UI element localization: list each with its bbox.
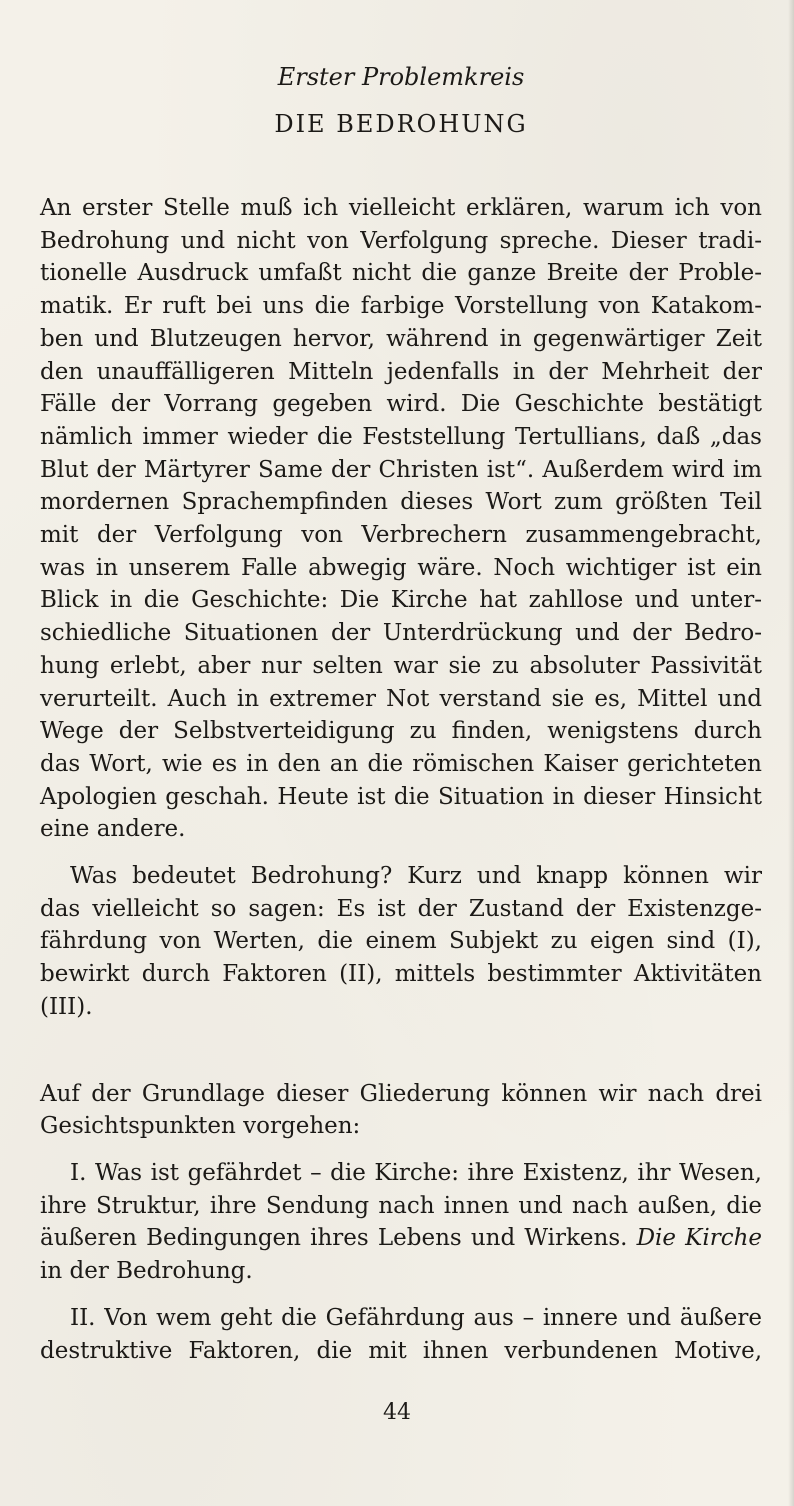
- text-line: bewirkt durch Faktoren (II), mittels bestimmter Aktivitäten: [40, 961, 762, 988]
- text-line: Blick in die Geschichte: Die Kirche hat zahllose und unter-: [40, 587, 762, 614]
- paragraph-3: [40, 1078, 762, 1143]
- paragraph-1: [40, 192, 762, 846]
- text-line: verurteilt. Auch in extremer Not verstand sie es, Mittel und: [40, 685, 762, 712]
- text-line: I. Was ist gefährdet – die Kirche: ihre Existenz, ihr Wesen,: [70, 1159, 762, 1186]
- text-line: destruktive Faktoren, die mit ihnen verbundenen Motive,: [40, 1337, 762, 1364]
- text-line: ben und Blutzeugen hervor, während in gegenwärtiger Zeit: [40, 325, 762, 352]
- chapter-kicker: Erster Problemkreis: [277, 63, 525, 91]
- paragraph-5: [40, 1302, 762, 1367]
- text-line: hung erlebt, aber nur selten war sie zu absoluter Passivität: [40, 652, 762, 679]
- chapter-title: DIE BEDROHUNG: [274, 110, 528, 138]
- text-line: das Wort, wie es in den an die römischen Kaiser gerichteten: [40, 750, 762, 777]
- text-segment: äußeren Bedingungen ihres Lebens und Wirkens.: [40, 1225, 637, 1252]
- paragraph-gap: [40, 846, 762, 860]
- text-line: Blut der Märtyrer Same der Christen ist“. Außerdem wird im: [40, 456, 762, 483]
- paragraph-2: [40, 860, 762, 1024]
- text-line: Gesichtspunkten vorgehen:: [40, 1113, 361, 1140]
- paragraph-gap: [40, 1288, 762, 1302]
- text-line: schiedliche Situationen der Unterdrückung und der Bedro-: [40, 620, 762, 647]
- text-line: was in unserem Falle abwegig wäre. Noch wichtiger ist ein: [40, 554, 762, 581]
- page-number: 44: [383, 1400, 411, 1425]
- paragraph-4: [40, 1157, 762, 1288]
- text-line: Wege der Selbstverteidigung zu finden, wenigstens durch: [40, 718, 762, 745]
- text-line: Fälle der Vorrang gegeben wird. Die Geschichte bestätigt: [40, 391, 762, 418]
- text-line: tionelle Ausdruck umfaßt nicht die ganze Breite der Proble-: [40, 260, 762, 287]
- text-line: eine andere.: [40, 816, 186, 843]
- text-line: Auf der Grundlage dieser Gliederung können wir nach drei: [40, 1080, 762, 1107]
- text-line: in der Bedrohung.: [40, 1258, 253, 1285]
- paragraph-gap: [40, 1143, 762, 1157]
- text-line: (III).: [40, 993, 93, 1020]
- text-line: fährdung von Werten, die einem Subjekt zu eigen sind (I),: [40, 928, 762, 955]
- text-line: Bedrohung und nicht von Verfolgung spreche. Dieser tradi-: [40, 227, 762, 254]
- section-gap: [40, 1024, 762, 1078]
- text-line: Was bedeutet Bedrohung? Kurz und knapp können wir: [70, 863, 762, 890]
- emphasis-text: Die Kirche: [636, 1225, 762, 1252]
- text-line: das vielleicht so sagen: Es ist der Zustand der Existenzge-: [40, 895, 762, 922]
- text-line: ihre Struktur, ihre Sendung nach innen und nach außen, die: [40, 1192, 762, 1219]
- text-line-with-emphasis: [40, 1222, 762, 1255]
- text-line: II. Von wem geht die Gefährdung aus – innere und äußere: [70, 1304, 762, 1331]
- text-line: matik. Er ruft bei uns die farbige Vorstellung von Katakom-: [40, 293, 762, 320]
- text-line: Apologien geschah. Heute ist die Situation in dieser Hinsicht: [40, 783, 762, 810]
- text-line: An erster Stelle muß ich vielleicht erklären, warum ich von: [40, 195, 762, 221]
- text-line: mordernen Sprachempfinden dieses Wort zum größten Teil: [40, 489, 762, 516]
- text-line: mit der Verfolgung von Verbrechern zusammengebracht,: [40, 522, 762, 549]
- text-line: nämlich immer wieder die Feststellung Tertullians, daß „das: [40, 423, 762, 450]
- text-line: den unauffälligeren Mitteln jedenfalls in der Mehrheit der: [40, 358, 762, 385]
